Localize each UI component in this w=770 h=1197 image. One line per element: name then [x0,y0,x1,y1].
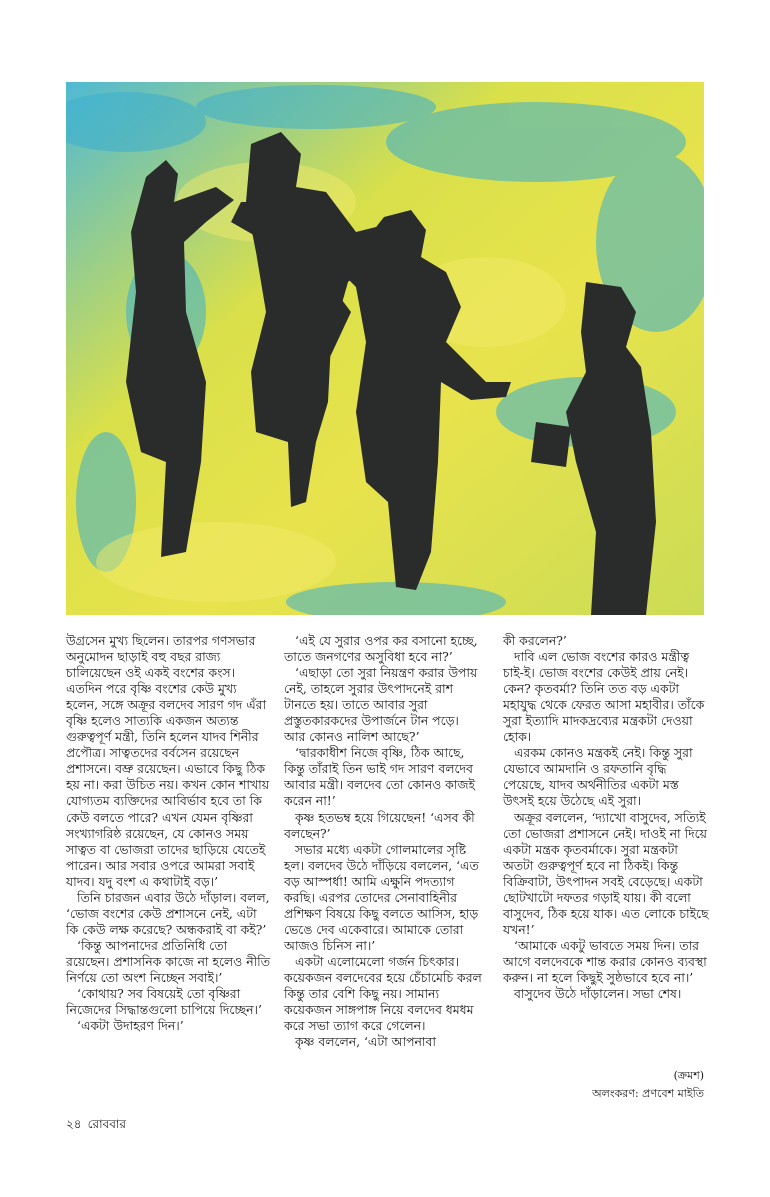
paragraph: একটা এলোমেলো গর্জন চিৎকার। কয়েকজন বলদেবের হয়ে চেঁচামেচি করল কিন্তু তার বেশি কিছু নয়। সামান্য কয়েকজন সাঙ্গপাঙ্গ নিয়ে বলদেব ধমধম করে সভা ত্যাগ করে গেলেন। [284,953,482,1034]
page-folio [66,1116,126,1136]
paragraph: ‘এই যে সুরার ওপর কর বসানো হচ্ছে, তাতে জনগণের অসুবিধা হবে না?’ [284,633,478,665]
paragraph: ‘কোথায়? সব বিষয়েই তো বৃষ্ণিরা নিজেদের সিদ্ধান্তগুলো চাপিয়ে দিচ্ছেন।’ [66,986,262,1018]
paragraph: ‘কিন্তু আপনাদের প্রতিনিধি তো রয়েছেন। প্রশাসনিক কাজে না হলেও নীতি নির্ণয়ে তো অংশ নিচ্ছেন সবাই।’ [66,937,271,985]
paragraph: ‘এছাড়া তো সুরা নিয়ন্ত্রণ করার উপায় নেই, তাহলে সুরার উৎপাদনেই রাশ টানতে হয়। তাতে আবার সুরা প্রস্তুতকারকদের উপার্জনে টান পড়ে। আর কোনও নালিশ আছে?’ [284,665,478,745]
paragraph: কৃষ্ণ হতভম্ব হয়ে গিয়েছেন! ‘এসব কী বলছেন?’ [284,809,475,841]
text-column-2 [284,633,484,1050]
paragraph: কৃষ্ণ বললেন, ‘এটা আপনাবা [295,1034,436,1050]
paragraph: সভার মধ্যে একটা গোলমালের সৃষ্টি হল। বলদেব উঠে দাঁড়িয়ে বললেন, ‘এত বড় আস্পর্ধা! আমি এক্ষুনি পদত্যাগ করছি। এরপর তোদের সেনাবাহিনীর প্রশিক্ষণ বিষয়ে কিছু বলতে আসিস, হাড় ভেঙে দেব একেবারে। আমাকে তোরা আজও চিনিস না।’ [284,841,479,953]
paragraph: কী করলেন?’ [503,633,567,648]
section-name: রোববার [87,1117,126,1131]
silhouette-illustration [66,82,704,615]
paragraph: উগ্রসেন মুখ্য ছিলেন। তারপর গণসভার অনুমোদন ছাড়াই বহু বছর রাজ্য চালিয়েছেন ওই একই বংশের কংস। এতদিন পরে বৃষ্ণি বংশের কেউ মুখ্য হলেন, সঙ্গে অক্রূর বলদেব সারণ গদ এঁরা বৃষ্ণি হলেও সাত্যকি একজন অত্যন্ত গুরুত্বপূর্ণ মন্ত্রী, তিনি হলেন যাদব শিনীর প্রপৌত্র। সাত্বতদের বর্বসেন রয়েছেন প্রশাসনে। বভ্রু রয়েছেন। এভাবে কিছু ঠিক হয় না। করা উচিত নয়। কখন কোন শাখায় যোগ্যতম ব্যক্তিদের আবির্ভাব হবে তা কি কেউ বলতে পারে? এখন যেমন বৃষ্ণিরা সংখ্যাগরিষ্ঠ রয়েছেন, যে কোনও সময় সাত্বত বা ভোজরা তাদের ছাড়িয়ে যেতেই পারেন। আর সবার ওপরে আমরা সবাই যাদব। যদু বংশ এ কথাটাই বড়।’ [66,633,270,889]
paragraph: বাসুদেব উঠে দাঁড়ালেন। সভা শেষ। [514,986,682,1002]
continued-marker: (ক্রমশ) [673,1069,704,1082]
paragraph: তিনি চারজন এবার উঠে দাঁড়াল। বলল, ‘ভোজ বংশের কেউ প্রশাসনে নেই, এটা কি কেউ লক্ষ করেছে? অন্ধকরাই বা কই?’ [66,889,270,937]
paragraph: এরকম কোনও মন্ত্রকই নেই। কিন্তু সুরা যেভাবে আমদানি ও রফতানি বৃদ্ধি পেয়েছে, যাদব অর্থনীতির একটা মস্ত উৎসই হয়ে উঠেছে এই সুরা। [503,745,693,809]
illustration-credit: অলংকরণ: প্রণবেশ মাইতি [592,1087,704,1100]
text-column-1 [66,633,272,1034]
paragraph: ‘দ্বারকাধীশ নিজে বৃষ্ণি, ঠিক আছে, কিন্তু তাঁরাই তিন ভাই গদ সারণ বলদেব আবার মন্ত্রী। বলদেব তো কোনও কাজই করেন না!’ [284,745,475,809]
paragraph: দাবি এল ভোজ বংশের কারও মন্ত্রীত্ব চাই-ই। ভোজ বংশের কেউই প্রায় নেই। কেন? কৃতবর্মা? তিনি তত বড় একটা মহাযুদ্ধ থেকে ফেরত আসা মহাবীর। তাঁকে সুরা ইত্যাদি মাদকদ্রব্যের মন্ত্রকটা দেওয়া হোক। [503,649,705,745]
text-column-3 [503,633,709,1002]
paragraph: অক্রূর বললেন, ‘দ্যাখো বাসুদেব, সত্যিই তো ভোজরা প্রশাসনে নেই। দাওই না দিয়ে একটা মন্ত্রক কৃতবর্মাকে। সুরা মন্ত্রকটা অতটা গুরুত্বপূর্ণ হবে না ঠিকই। কিন্তু বিক্রিবাটা, উৎপাদন সবই বেড়েছে। একটা ছোটখাটো দফতর গড়াই যায়। কী বলো বাসুদেব, ঠিক হয়ে যাক। এত লোকে চাইছে যখন!’ [503,809,709,937]
page-number: ২৪ [66,1117,82,1131]
paragraph: ‘একটা উদাহরণ দিন।’ [77,1018,184,1034]
paragraph: ‘আমাকে একটু ভাবতে সময় দিন। তার আগে বলদেবকে শান্ত করার কোনও ব্যবস্থা করুন। না হলে কিছুই সুষ্ঠভাবে হবে না।’ [503,937,707,985]
